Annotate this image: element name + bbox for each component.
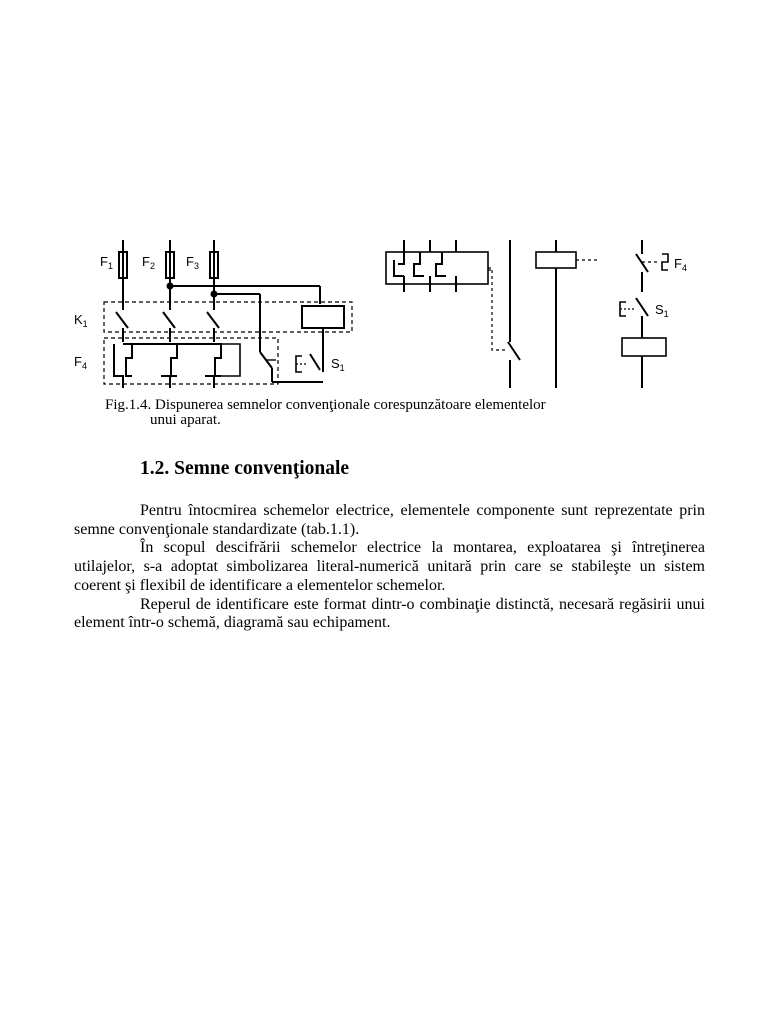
paragraph-1: Pentru întocmirea schemelor electrice, elementele componente sunt reprezentate prin semne convenţionale standardizate (tab.1.1). <box>74 502 705 538</box>
label-f2: $F_2$ <box>142 254 155 271</box>
caption-line-2: unui aparat. <box>150 412 221 428</box>
section-heading: 1.2. Semne convenţionale <box>140 458 350 479</box>
paragraph-2: În scopul descifrării schemelor electrice la montarea, exploatarea şi întreţinerea utilajelor, s-a adoptat simbolizarea literal-numerică unitară prin care se stabileşte un sistem coerent şi flexibil de identificare a elementelor schemelor. <box>74 539 705 594</box>
label-f3: $F_3$ <box>186 254 199 271</box>
coil-right-bottom <box>622 338 666 356</box>
label-s1-right: $S_1$ <box>655 302 669 319</box>
paragraph-3: Reperul de identificare este format dintr-o combinaţie distinctă, necesară regăsirii unui element într-o schemă, diagramă sau echipament. <box>74 595 705 632</box>
label-f4-right: $F_4$ <box>674 256 687 273</box>
right-schematic <box>386 240 668 388</box>
label-f1: $F_1$ <box>100 254 113 271</box>
figure-caption <box>105 398 705 428</box>
label-s1-left: $S_1$ <box>331 356 345 373</box>
circuit-diagram <box>74 232 700 392</box>
label-k1: $K_1$ <box>74 312 88 329</box>
section-body <box>74 502 705 633</box>
caption-line-1: Fig.1.4. Dispunerea semnelor convenţionale corespunzătoare elementelor <box>105 397 546 413</box>
coil-right <box>536 252 576 268</box>
coil-k1 <box>302 306 344 328</box>
label-f4-left: $F_4$ <box>74 354 87 371</box>
